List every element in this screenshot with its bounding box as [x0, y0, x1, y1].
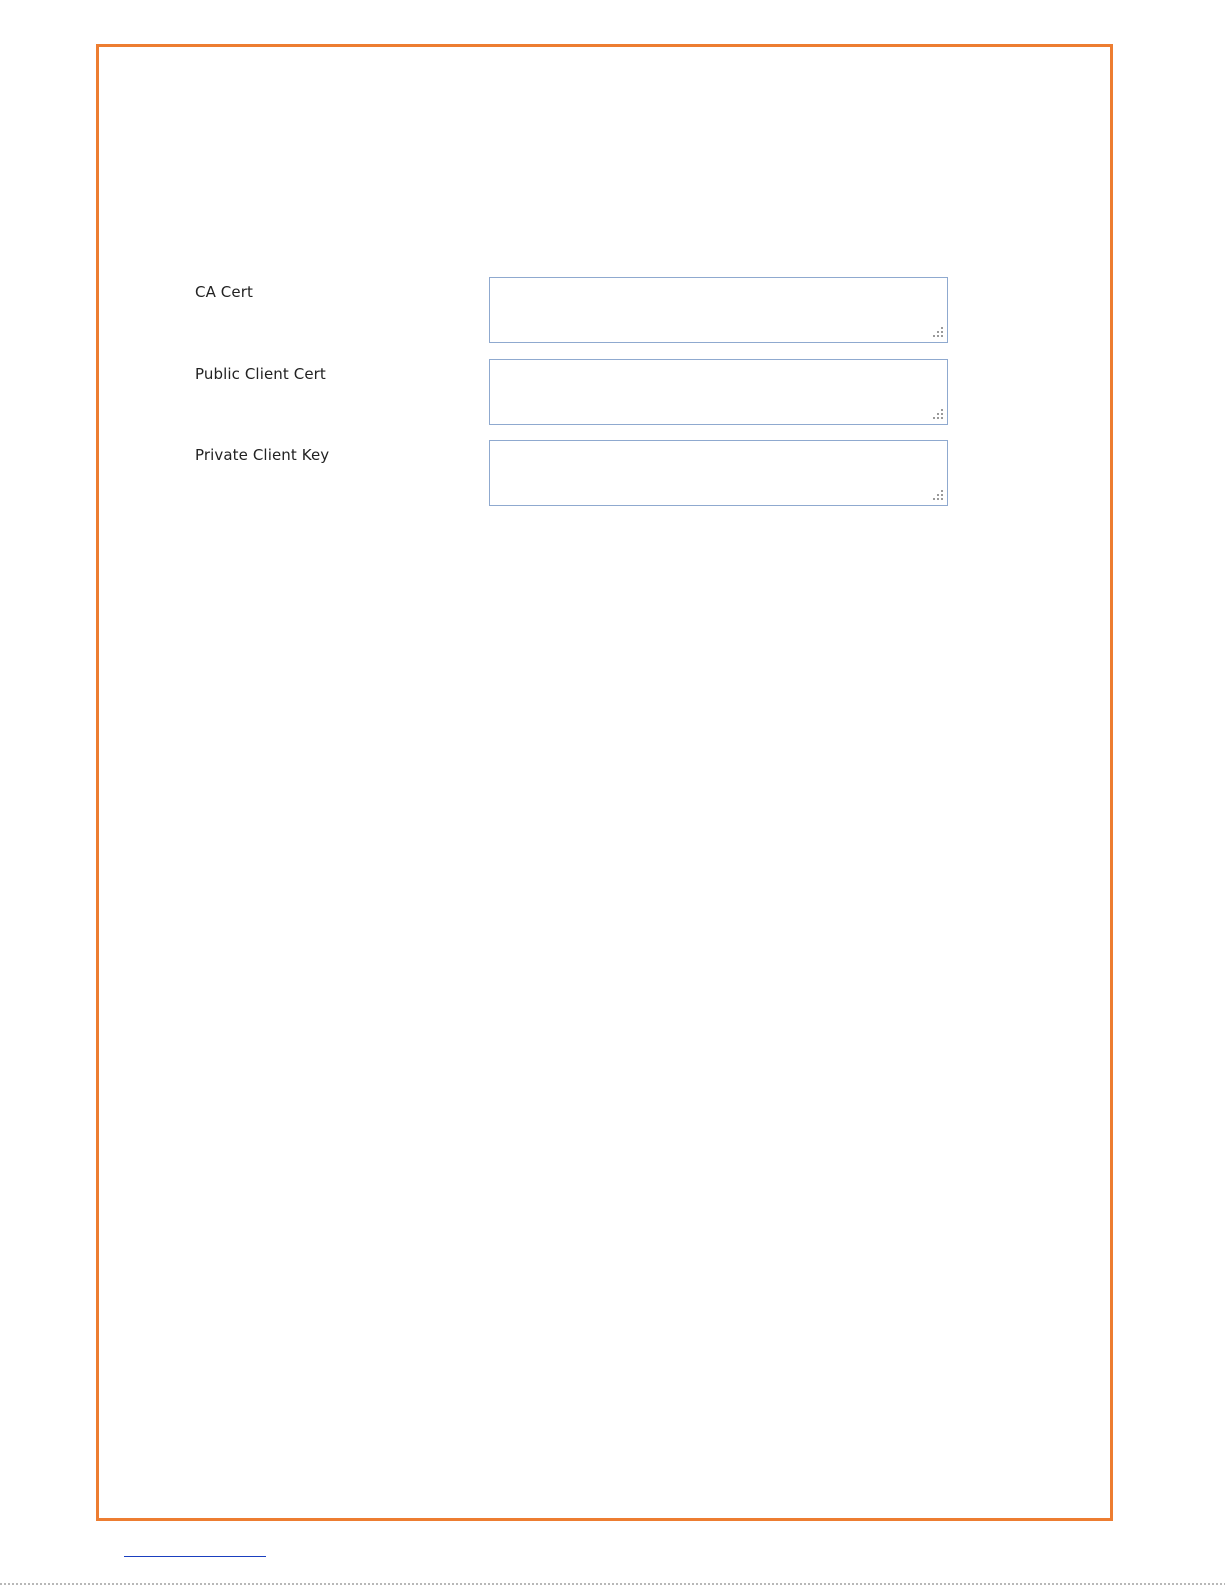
ca-cert-field[interactable] — [489, 277, 948, 343]
resize-grip-icon[interactable] — [930, 407, 944, 421]
public-client-cert-label: Public Client Cert — [195, 365, 326, 383]
public-client-cert-field[interactable] — [489, 359, 948, 425]
private-client-key-field[interactable] — [489, 440, 948, 506]
footnote-separator-line — [124, 1556, 266, 1557]
certificate-form — [99, 47, 1110, 1518]
resize-grip-icon[interactable] — [930, 325, 944, 339]
ca-cert-label: CA Cert — [195, 283, 253, 301]
private-client-key-label: Private Client Key — [195, 446, 330, 464]
page-frame — [96, 44, 1113, 1521]
public-client-cert-textarea[interactable] — [490, 360, 947, 424]
ca-cert-textarea[interactable] — [490, 278, 947, 342]
private-client-key-textarea[interactable] — [490, 441, 947, 505]
resize-grip-icon[interactable] — [930, 488, 944, 502]
